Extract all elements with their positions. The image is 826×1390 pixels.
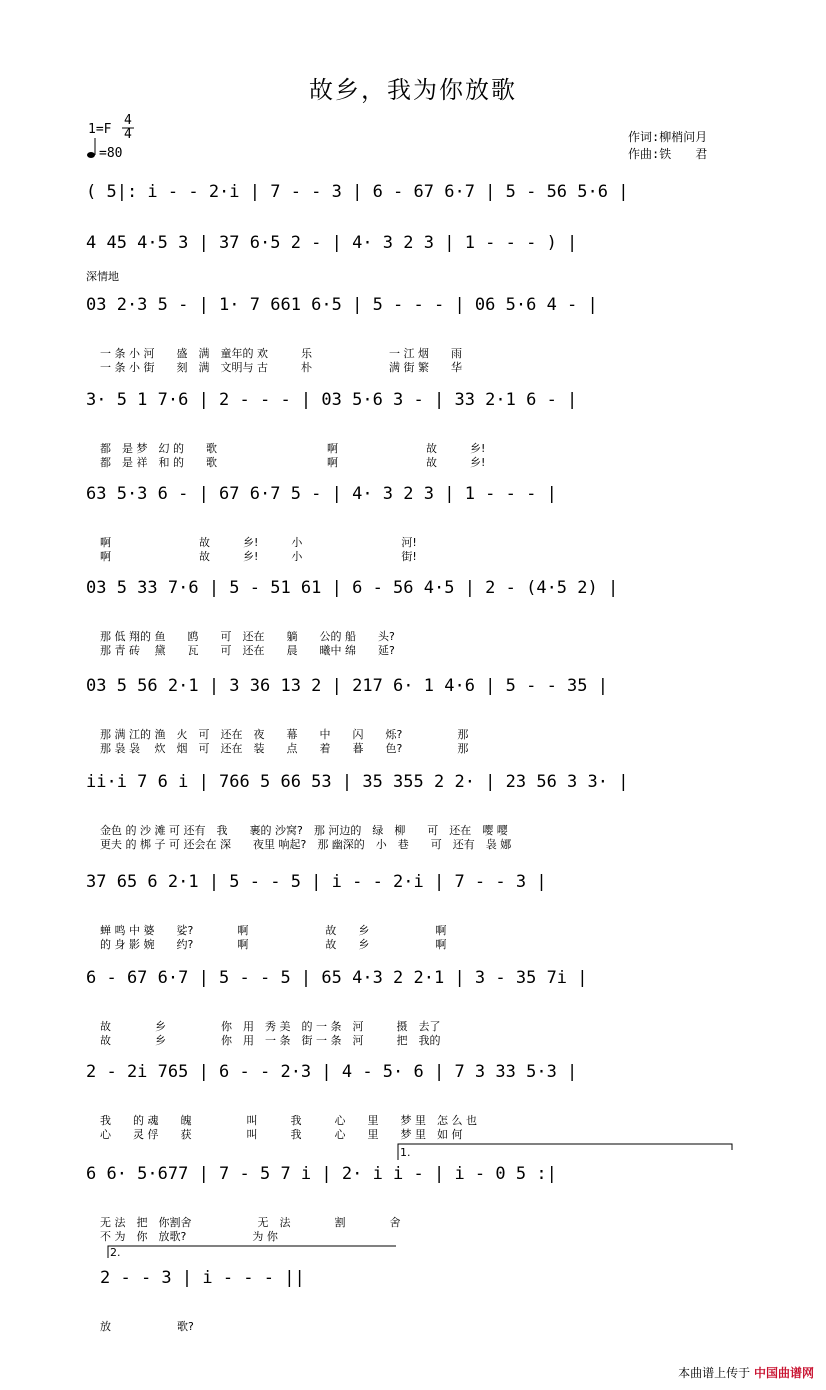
expression-marking: 深情地 — [86, 270, 119, 283]
lyric-row-9-verse-2: 的 身 影 婉 约? 啊 故 乡 啊 — [100, 938, 447, 951]
lyric-row-6-verse-2: 那 青 砖 黛 瓦 可 还在 晨 曦中 绵 延? — [100, 644, 395, 657]
notation-row-6: 03 5 33 7·6 | 5 - 51 61 | 6 - 56 4·5 | 2 - (4·5 2) | — [86, 578, 619, 598]
notation-row-5: 63 5·3 6 - | 67 6·7 5 - | 4· 3 2 3 | 1 - - - | — [86, 484, 557, 504]
lyric-row-10-verse-1: 故 乡 你 用 秀 美 的 一 条 河 摄 去了 — [100, 1020, 441, 1033]
notation-row-10: 6 - 67 6·7 | 5 - - 5 | 65 4·3 2 2·1 | 3 - 35 7i | — [86, 968, 588, 988]
notation-row-13: 2 - - 3 | i - - - || — [100, 1268, 305, 1288]
notation-row-7: 03 5 56 2·1 | 3 36 13 2 | 217 6· 1 4·6 | 5 - - 35 | — [86, 676, 608, 696]
lyric-row-4-verse-1: 都 是 梦 幻 的 歌 啊 故 乡! — [100, 442, 486, 455]
lyric-row-5-verse-2: 啊 故 乡! 小 街! — [100, 550, 417, 563]
footer — [678, 1364, 814, 1381]
lyric-row-8-verse-1: 金色 的 沙 滩 可 还有 我 裹的 沙窝? 那 河边的 绿 柳 可 还在 嘤 嘤 — [100, 824, 508, 837]
lyric-row-7-verse-2: 那 袅 袅 炊 烟 可 还在 装 点 着 暮 色? 那 — [100, 742, 469, 755]
volta-2-label: 2. — [110, 1246, 121, 1259]
composer-credit: 作曲:铁 君 — [628, 147, 708, 161]
lyric-row-5-verse-1: 啊 故 乡! 小 河! — [100, 536, 417, 549]
lyric-row-11-verse-1: 我 的 魂 魄 叫 我 心 里 梦 里 怎 么 也 — [100, 1114, 477, 1127]
lyric-row-11-verse-2: 心 灵 俘 获 叫 我 心 里 梦 里 如 何 — [100, 1128, 463, 1141]
lyric-row-12-verse-1: 无 法 把 你割舍 无 法 割 舍 — [100, 1216, 401, 1229]
lyric-row-8-verse-2: 更夫 的 梆 子 可 还会在 深 夜里 响起? 那 幽深的 小 巷 可 还有 袅 娜 — [100, 838, 512, 851]
tempo-marking: =80 — [99, 146, 123, 161]
time-signature-top: 4 — [124, 113, 132, 128]
lyric-row-7-verse-1: 那 满 江的 渔 火 可 还在 夜 幕 中 闪 烁? 那 — [100, 728, 469, 741]
notation-row-12: 6 6· 5·677 | 7 - 5 7 i | 2· i i - | i - 0 5 :| — [86, 1164, 557, 1184]
lyric-row-12-verse-2: 不 为 你 放歌? 为 你 — [100, 1230, 278, 1243]
lyricist-credit: 作词:柳梢问月 — [628, 130, 708, 144]
notation-row-8: ii·i 7 6 i | 766 5 66 53 | 35 355 2 2· | 23 56 3 3· | — [86, 772, 629, 792]
lyric-row-3-verse-2: 一 条 小 街 刻 满 文明与 古 朴 满 街 繁 华 — [100, 361, 462, 374]
key-signature: 1=F — [88, 122, 112, 137]
notation-row-3: 03 2·3 5 - | 1· 7 661 6·5 | 5 - - - | 06 5·6 4 - | — [86, 295, 598, 315]
notation-row-4: 3· 5 1 7·6 | 2 - - - | 03 5·6 3 - | 33 2·1 6 - | — [86, 390, 578, 410]
lyric-row-3-verse-1: 一 条 小 河 盛 满 童年的 欢 乐 一 江 烟 雨 — [100, 347, 462, 360]
footer-brand[interactable]: 中国曲谱网 — [753, 1366, 814, 1380]
lyric-row-4-verse-2: 都 是 祥 和 的 歌 啊 故 乡! — [100, 456, 486, 469]
volta-1-label: 1. — [400, 1146, 411, 1159]
footer-text: 本曲谱上传于 — [678, 1366, 751, 1380]
lyric-row-6-verse-1: 那 低 翔的 鱼 鸥 可 还在 躺 公的 船 头? — [100, 630, 395, 643]
notation-row-2: 4 45 4·5 3 | 37 6·5 2 - | 4· 3 2 3 | 1 - - - ) | — [86, 233, 578, 253]
notation-row-9: 37 65 6 2·1 | 5 - - 5 | i - - 2·i | 7 - - 3 | — [86, 872, 547, 892]
notation-row-1: ( 5|: i - - 2·i | 7 - - 3 | 6 - 67 6·7 | 5 - 56 5·6 | — [86, 182, 629, 202]
lyric-row-13-verse-1: 放 歌? — [100, 1320, 194, 1333]
lyric-row-10-verse-2: 故 乡 你 用 一 条 街 一 条 河 把 我的 — [100, 1034, 441, 1047]
notation-row-11: 2 - 2i 765 | 6 - - 2·3 | 4 - 5· 6 | 7 3 33 5·3 | — [86, 1062, 578, 1082]
lyric-row-9-verse-1: 蝉 鸣 中 婆 娑? 啊 故 乡 啊 — [100, 924, 447, 937]
time-signature-bottom: 4 — [124, 127, 132, 142]
song-title: 故乡，我为你放歌 — [309, 76, 517, 104]
